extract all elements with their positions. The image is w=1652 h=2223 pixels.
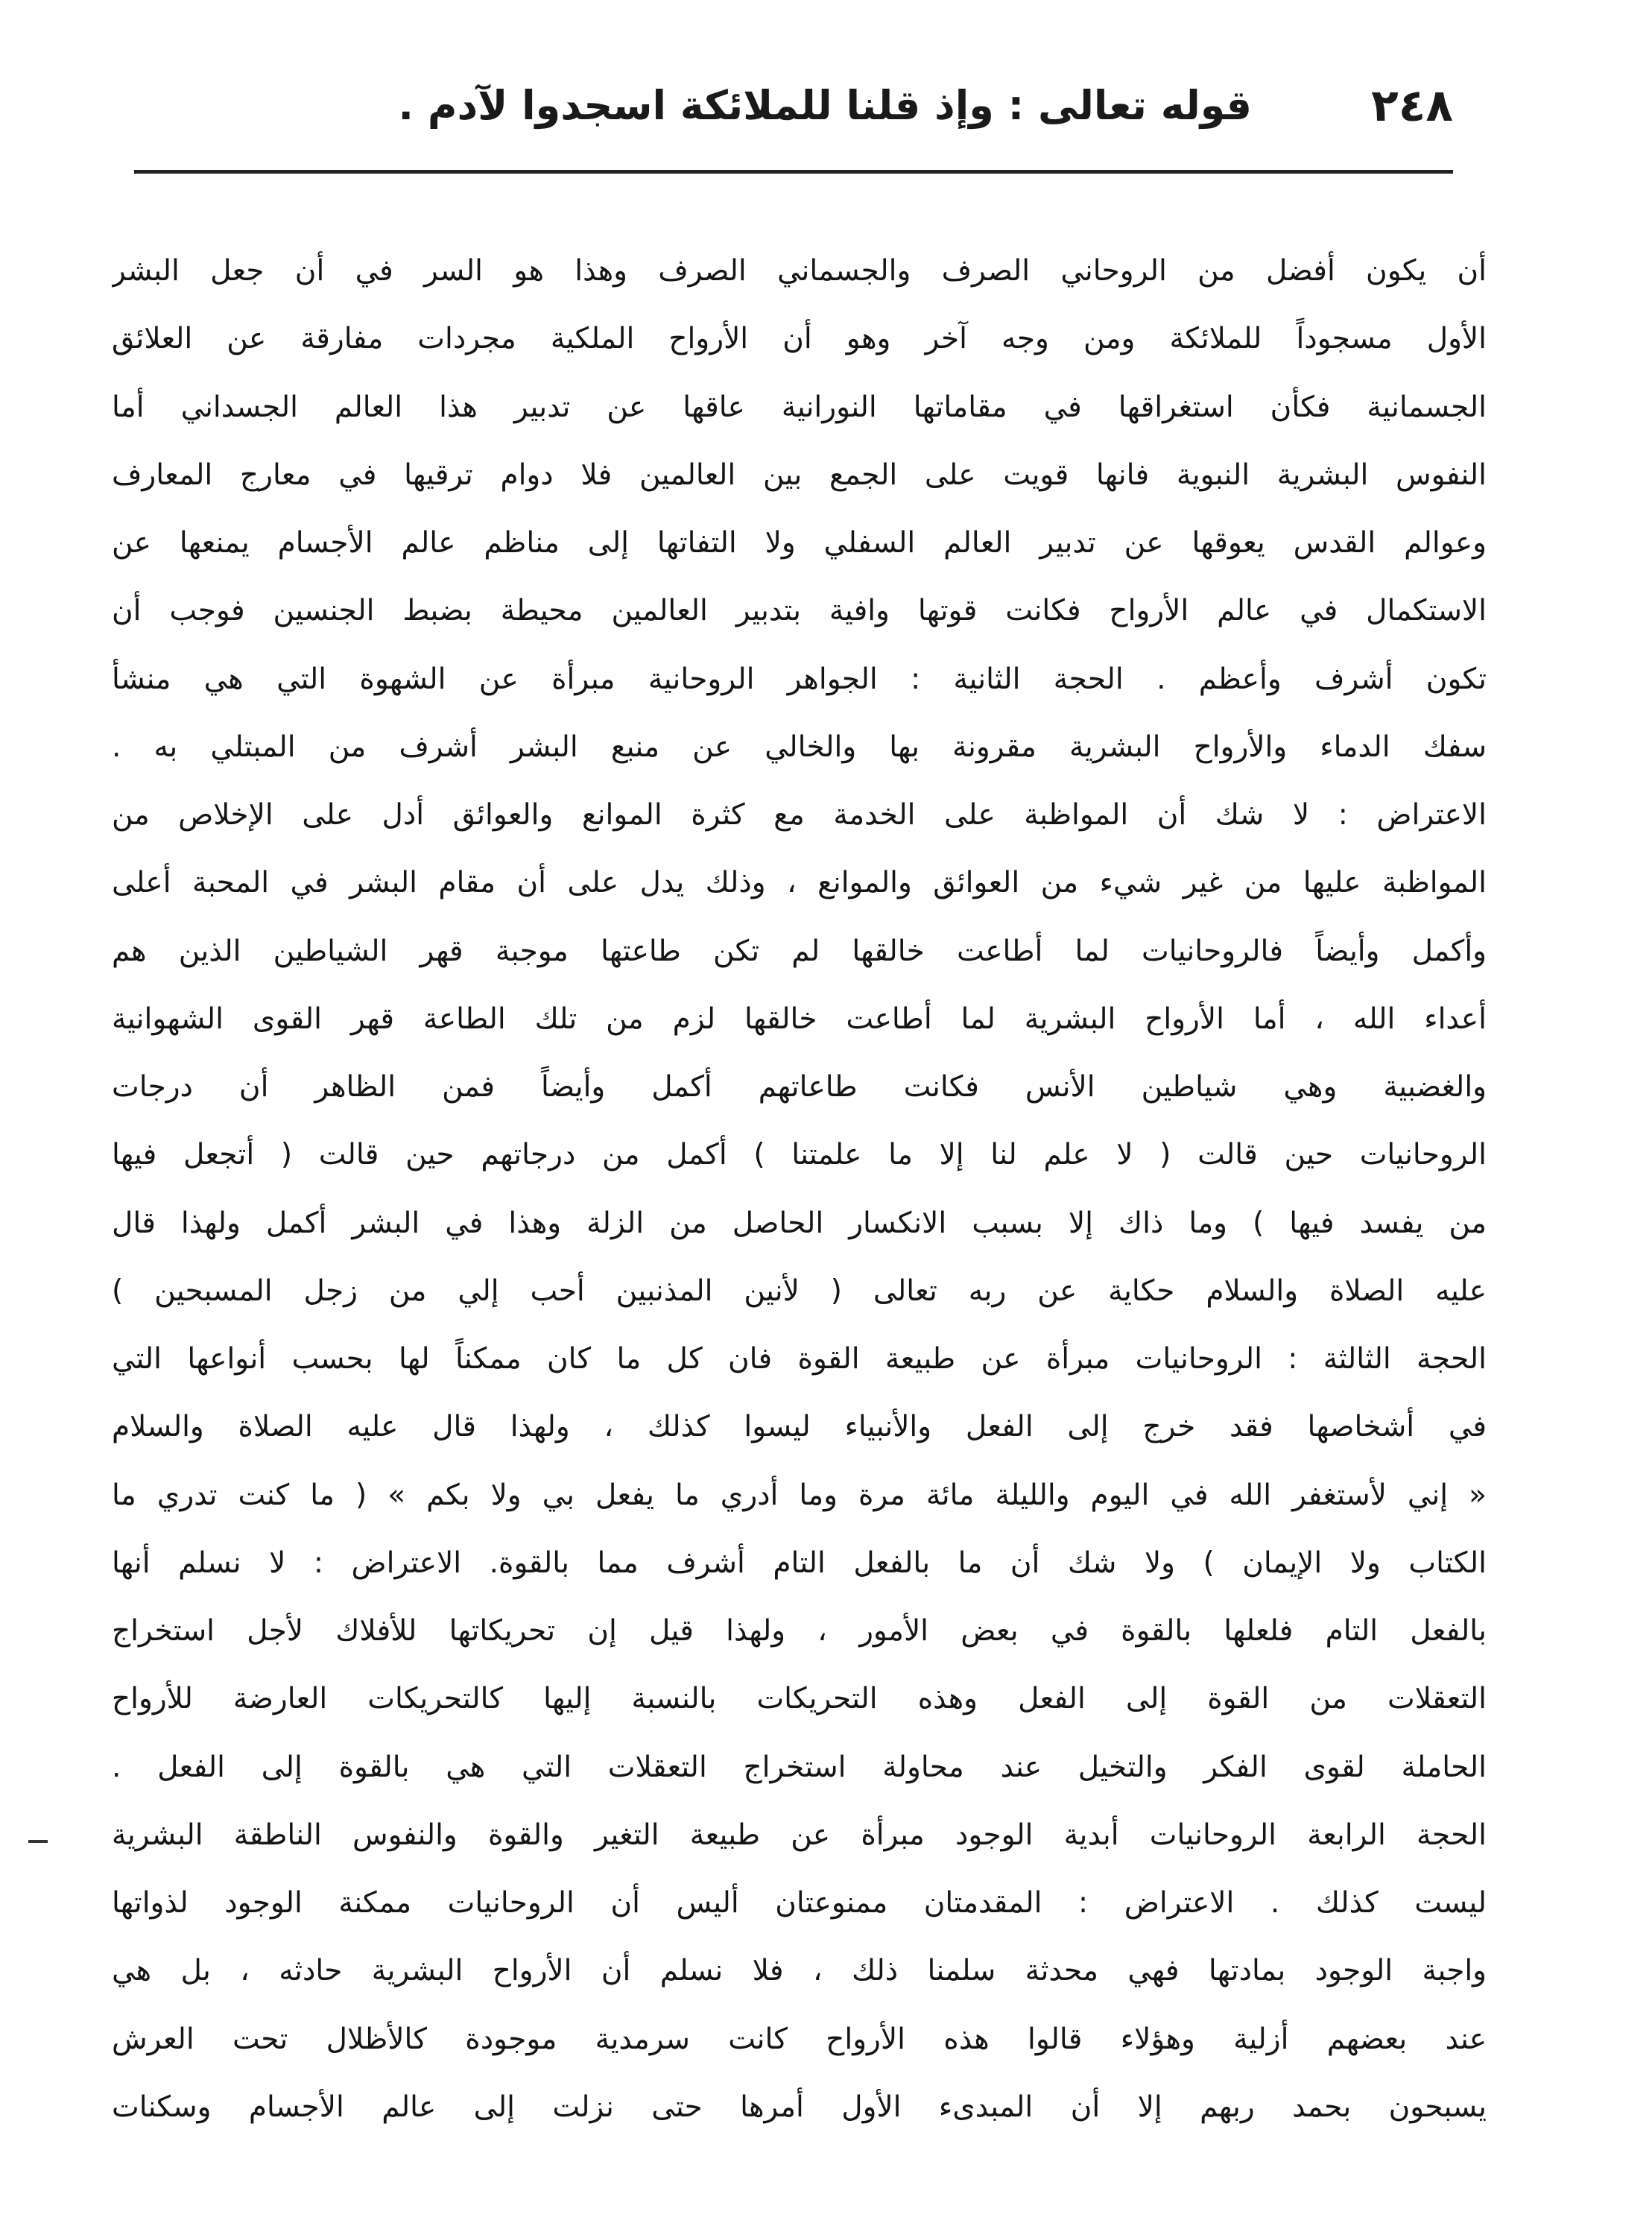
text-line: من يفسد فيها ) وما ذاك إلا بسبب الانكسار الحاصل من الزلة وهذا في البشر أكمل ولهذا قال [112,1206,1487,1240]
text-line: الروحانيات حين قالت ( لا علم لنا إلا ما علمتنا ) أكمل من درجاتهم حين قالت ( أتجعل فيها [112,1138,1487,1172]
text-line: وأكمل وأيضاً فالروحانيات لما أطاعت خالقها لم تكن طاعتها موجبة قهر الشياطين الذين هم [112,934,1487,968]
text-line: الكتاب ولا الإيمان ) ولا شك أن ما بالفعل التام أشرف مما بالقوة. الاعتراض : لا نسلم أنها [112,1546,1487,1580]
margin-mark [28,1840,48,1843]
text-line: وعوالم القدس يعوقها عن تدبير العالم السفلي ولا التفاتها إلى مناظم عالم الأجسام يمنعها عن [112,526,1487,560]
text-line: أعداء الله ، أما الأرواح البشرية لما أطاعت خالقها لزم من تلك الطاعة قهر القوى الشهوانية [112,1002,1487,1036]
text-line: في أشخاصها فقد خرج إلى الفعل والأنبياء ليسوا كذلك ، ولهذا قال عليه الصلاة والسلام [112,1410,1487,1444]
page-header [134,69,1453,151]
text-line: تكون أشرف وأعظم . الحجة الثانية : الجواهر الروحانية مبرأة عن الشهوة التي هي منشأ [112,662,1487,696]
text-line: المواظبة عليها من غير شيء من العوائق والموانع ، وذلك يدل على أن مقام البشر في المحبة أعلى [112,866,1487,900]
text-line: سفك الدماء والأرواح البشرية مقرونة بها والخالي عن منبع البشر أشرف من المبتلي به . [112,730,1487,764]
running-title: قوله تعالى : وإذ قلنا للملائكة اسجدوا لآدم . [398,82,1252,129]
text-line: ليست كذلك . الاعتراض : المقدمتان ممنوعتان أليس أن الروحانيات ممكنة الوجود لذواتها [112,1886,1487,1920]
text-line: الحجة الثالثة : الروحانيات مبرأة عن طبيعة القوة فان كل ما كان ممكناً لها بحسب أنواعها التي [112,1342,1487,1376]
text-line: الأول مسجوداً للملائكة ومن وجه آخر وهو أن الأرواح الملكية مجردات مفارقة عن العلائق [112,322,1487,356]
text-line: الاستكمال في عالم الأرواح فكانت قوتها وافية بتدبير العالمين محيطة بضبط الجنسين فوجب أن [112,594,1487,628]
text-line: الجسمانية فكأن استغراقها في مقاماتها النورانية عاقها عن تدبير هذا العالم الجسداني أما [112,390,1487,424]
text-line: والغضبية وهي شياطين الأنس فكانت طاعاتهم أكمل وأيضاً فمن الظاهر أن درجات [112,1070,1487,1104]
text-line: الحاملة لقوى الفكر والتخيل عند محاولة استخراج التعقلات التي هي بالقوة إلى الفعل . [112,1750,1487,1784]
body-text [112,237,1487,2141]
text-line: واجبة الوجود بمادتها فهي محدثة سلمنا ذلك ، فلا نسلم أن الأرواح البشرية حادثه ، بل هي [112,1954,1487,1988]
text-line: الحجة الرابعة الروحانيات أبدية الوجود مبرأة عن طبيعة التغير والقوة والنفوس الناطقة البشرية [112,1818,1487,1852]
text-line: التعقلات من القوة إلى الفعل وهذه التحريكات بالنسبة إليها كالتحريكات العارضة للأرواح [112,1682,1487,1716]
text-line: يسبحون بحمد ربهم إلا أن المبدىء الأول أمرها حتى نزلت إلى عالم الأجسام وسكنات [112,2090,1487,2124]
text-line: بالفعل التام فلعلها بالقوة في بعض الأمور ، ولهذا قيل إن تحريكاتها للأفلاك لأجل استخراج [112,1614,1487,1648]
text-line: « إني لأستغفر الله في اليوم والليلة مائة مرة وما أدري ما يفعل بي ولا بكم » ( ما كنت تدري ما [112,1478,1487,1512]
text-line: أن يكون أفضل من الروحاني الصرف والجسماني الصرف وهذا هو السر في أن جعل البشر [112,254,1487,288]
text-line: الاعتراض : لا شك أن المواظبة على الخدمة مع كثرة الموانع والعوائق أدل على الإخلاص من [112,798,1487,832]
header-divider [134,170,1453,174]
text-line: النفوس البشرية النبوية فانها قويت على الجمع بين العالمين فلا دوام ترقيها في معارج المعارف [112,458,1487,492]
page-number: ٢٤٨ [1371,80,1453,132]
text-line: عند بعضهم أزلية وهؤلاء قالوا هذه الأرواح كانت سرمدية موجودة كالأظلال تحت العرش [112,2022,1487,2056]
text-line: عليه الصلاة والسلام حكاية عن ربه تعالى ( لأنين المذنبين أحب إلي من زجل المسبحين ) [112,1274,1487,1308]
